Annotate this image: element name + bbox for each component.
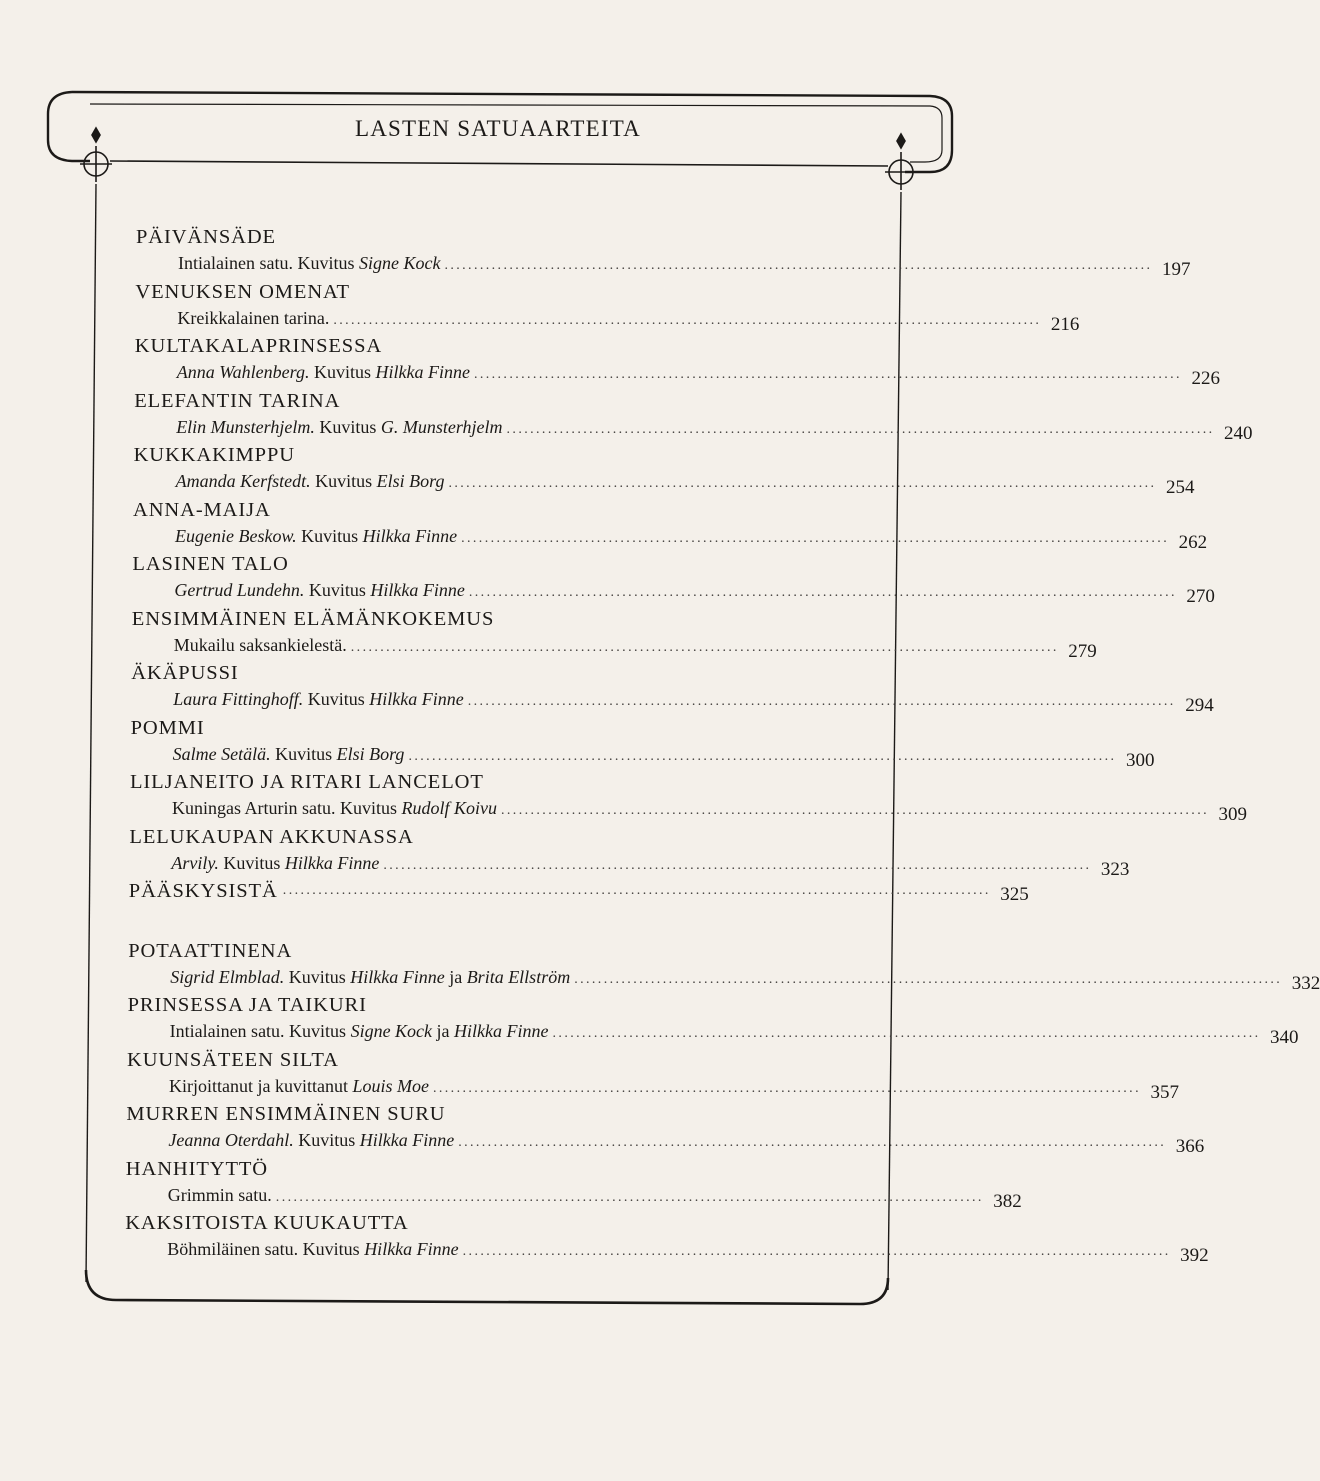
entry-credit-name: Rudolf Koivu: [401, 798, 497, 818]
entry-credit-text: Kuvitus: [304, 580, 371, 600]
page-number: 240: [1224, 422, 1253, 444]
page-number: 340: [1270, 1027, 1299, 1048]
leader-dots: ........................................................................................................................: [462, 1244, 1171, 1259]
entry-line: [175, 525, 1208, 553]
entry-line: [176, 416, 1253, 444]
entry-title: HANHITYTTÖ: [125, 1157, 269, 1180]
entry-line: [279, 878, 1029, 905]
entry-credit-text: Kuvitus: [310, 471, 377, 491]
entry-line: [170, 966, 1320, 994]
entry-title: ÄKÄPUSSI: [131, 662, 239, 684]
entry-line: [173, 689, 1214, 716]
entry-credit-text: Böhmiläinen satu. Kuvitus: [167, 1239, 365, 1259]
entry-subtitle: [177, 308, 329, 329]
entry-subtitle: [173, 744, 405, 765]
header-title: LASTEN SATUAARTEITA: [355, 116, 641, 141]
entry-credit-name: Elsi Borg: [376, 471, 445, 491]
entry-credit-name: Hilkka Finne: [369, 689, 464, 709]
entry-line: [168, 1130, 1205, 1157]
leader-dots: ........................................................................................................................: [473, 367, 1182, 382]
entry-line: [169, 1021, 1299, 1048]
entry-subtitle: [169, 1076, 429, 1097]
leader-dots: ........................................................................................................................: [501, 803, 1209, 818]
entry-credit-text: Kuvitus: [296, 525, 363, 546]
entry-title: ELEFANTIN TARINA: [134, 389, 341, 412]
leader-dots: ........................................................................................................................: [408, 748, 1117, 764]
entry-line: [167, 1184, 1022, 1212]
entry-subtitle: [168, 1185, 272, 1206]
page-number: 197: [1161, 259, 1191, 280]
entry-title: PRINSESSA JA TAIKURI: [127, 994, 367, 1016]
entry-subtitle: [172, 798, 497, 819]
entry-credit-text: Kuvitus: [218, 852, 285, 873]
entry-subtitle: [176, 471, 445, 492]
entry-subtitle: [174, 635, 347, 656]
entry-credit-name: Hilkka Finne: [284, 852, 380, 873]
entry-title: POTAATTINENA: [128, 939, 293, 962]
page-number: 357: [1150, 1081, 1179, 1103]
entry-title: LILJANEITO JA RITARI LANCELOT: [130, 771, 484, 793]
entry-subtitle: [175, 526, 457, 547]
entry-title: KULTAKALAPRINSESSA: [134, 335, 383, 357]
entry-line: [172, 743, 1155, 771]
entry-credit-text: ja: [444, 966, 467, 987]
leader-dots: ........................................................................................................................: [458, 1135, 1167, 1150]
entry-line: [169, 1075, 1179, 1103]
entry-subtitle: [171, 853, 379, 874]
entry-credit-name: Sigrid Elmblad.: [170, 966, 285, 987]
entry-credit-text: Grimmin satu.: [167, 1184, 272, 1205]
entry-title: ENSIMMÄINEN ELÄMÄNKOKEMUS: [131, 607, 495, 630]
leader-dots: ........................................................................................................................: [506, 421, 1215, 437]
entry-line: [176, 362, 1220, 389]
page-number: 279: [1068, 640, 1097, 662]
entry-credit-text: Kuvitus: [284, 966, 351, 987]
entry-subtitle: [168, 1130, 454, 1151]
entry-title: KUUNSÄTEEN SILTA: [127, 1048, 339, 1071]
page-number: 254: [1165, 477, 1195, 498]
entry-title: PÄÄSKYSISTÄ: [128, 880, 278, 902]
entry-credit-name: Signe Kock: [358, 253, 441, 273]
entry-credit-name: Amanda Kerfstedt.: [175, 471, 311, 491]
leader-dots: ........................................................................................................................: [444, 258, 1153, 273]
entry-subtitle: [177, 362, 470, 383]
entry-credit-name: Hilkka Finne: [359, 1130, 455, 1150]
entry-credit-text: ja: [432, 1021, 455, 1041]
entry-credit-name: Jeanna Oterdahl.: [168, 1130, 294, 1150]
page-number: 392: [1180, 1245, 1209, 1266]
leader-dots: ........................................................................................................................: [383, 857, 1092, 873]
entry-title: LASINEN TALO: [132, 553, 289, 575]
entry-credit-text: Kirjoittanut ja kuvittanut: [169, 1075, 353, 1096]
page-number: 323: [1100, 858, 1130, 880]
entry-credit-text: Intialainen satu. Kuvitus: [169, 1021, 351, 1041]
entry-line: [167, 1239, 1209, 1266]
entry-line: [175, 471, 1195, 498]
entry-credit-text: Kreikkalainen tarina.: [177, 307, 330, 328]
entry-credit-name: Hilkka Finne: [362, 525, 458, 546]
entry-credit-name: Salme Setälä.: [172, 743, 271, 764]
leader-dots: ........................................................................................................................: [468, 585, 1177, 600]
entry-line: [173, 634, 1097, 662]
entry-credit-text: Kuningas Arturin satu. Kuvitus: [172, 798, 402, 818]
entry-credit-text: Kuvitus: [314, 416, 381, 437]
page-number: 294: [1185, 695, 1214, 716]
entry-line: [174, 580, 1215, 607]
page-number: 216: [1050, 313, 1080, 335]
entry-subtitle: [176, 417, 502, 438]
entry-credit-name: Signe Kock: [350, 1021, 433, 1041]
leader-dots: ........................................................................................................................: [461, 530, 1170, 546]
entry-credit-text: Intialainen satu. Kuvitus: [178, 253, 359, 273]
page-number: 366: [1175, 1136, 1205, 1157]
entry-credit-text: Kuvitus: [270, 743, 337, 764]
entry-title: POMMI: [130, 716, 205, 739]
entry-credit-name: G. Munsterhjelm: [380, 416, 503, 437]
entry-title: VENUKSEN OMENAT: [135, 280, 350, 303]
entry-credit-name: Elin Munsterhjelm.: [176, 416, 315, 437]
entry-title: MURREN ENSIMMÄINEN SURU: [126, 1103, 446, 1125]
entry-subtitle: [170, 1021, 549, 1042]
page-number: 262: [1178, 531, 1208, 553]
page-number: 270: [1186, 586, 1215, 607]
leader-dots: ........................................................................................................................: [574, 971, 1283, 987]
entry-subtitle: [170, 967, 570, 988]
entry-title: KAKSITOISTA KUUKAUTTA: [125, 1212, 409, 1234]
entry-credit-name: Hilkka Finne: [370, 580, 465, 600]
entry-credit-text: Kuvitus: [309, 362, 376, 382]
entry-line: [177, 307, 1080, 335]
entry-title: KUKKAKIMPPU: [133, 444, 295, 466]
entry-credit-text: Mukailu saksankielestä.: [173, 634, 347, 655]
entry-credit-name: Hilkka Finne: [454, 1021, 549, 1041]
page-number: 226: [1191, 368, 1220, 389]
entry-credit-name: Anna Wahlenberg.: [176, 362, 310, 382]
leader-dots: ........................................................................................................................: [467, 694, 1176, 709]
leader-dots: ........................................................................................................................: [552, 1026, 1261, 1041]
leader-dots: ........................................................................................................................: [448, 476, 1157, 491]
leader-dots: ........................................................................................................................: [282, 883, 991, 898]
entry-credit-text: Kuvitus: [303, 689, 370, 709]
entry-credit-name: Hilkka Finne: [350, 966, 445, 987]
entry-credit-name: Hilkka Finne: [364, 1239, 459, 1259]
entry-credit-name: Elsi Borg: [336, 743, 405, 764]
entry-credit-name: Eugenie Beskow.: [175, 525, 297, 546]
entry-credit-name: Hilkka Finne: [375, 362, 470, 382]
entry-credit-name: Louis Moe: [352, 1075, 429, 1096]
page-number: 309: [1218, 804, 1247, 825]
page-number: 332: [1291, 972, 1320, 994]
leader-dots: ........................................................................................................................: [350, 639, 1059, 655]
leader-dots: ........................................................................................................................: [333, 312, 1042, 328]
entry-line: [171, 852, 1130, 880]
entry-subtitle: [174, 580, 464, 601]
entry-subtitle: [167, 1239, 458, 1260]
entry-credit-name: Arvily.: [171, 852, 219, 873]
entry-credit-name: Gertrud Lundehn.: [174, 580, 305, 600]
entry-subtitle: [178, 253, 440, 274]
page-number: 382: [993, 1190, 1022, 1212]
entry-line: [178, 253, 1191, 280]
entry-line: [172, 798, 1247, 825]
entry-credit-text: Kuvitus: [293, 1130, 360, 1150]
entry-subtitle: [173, 689, 464, 710]
entry-title: PÄIVÄNSÄDE: [136, 226, 276, 248]
leader-dots: ........................................................................................................................: [275, 1189, 984, 1205]
page-number: 325: [1000, 884, 1029, 905]
entry-title: ANNA-MAIJA: [133, 498, 271, 521]
entry-title: LELUKAUPAN AKKUNASSA: [129, 825, 414, 848]
entry-credit-name: Brita Ellström: [466, 966, 571, 987]
leader-dots: ........................................................................................................................: [432, 1080, 1141, 1096]
entry-credit-name: Laura Fittinghoff.: [173, 689, 304, 709]
page-number: 300: [1125, 749, 1155, 771]
